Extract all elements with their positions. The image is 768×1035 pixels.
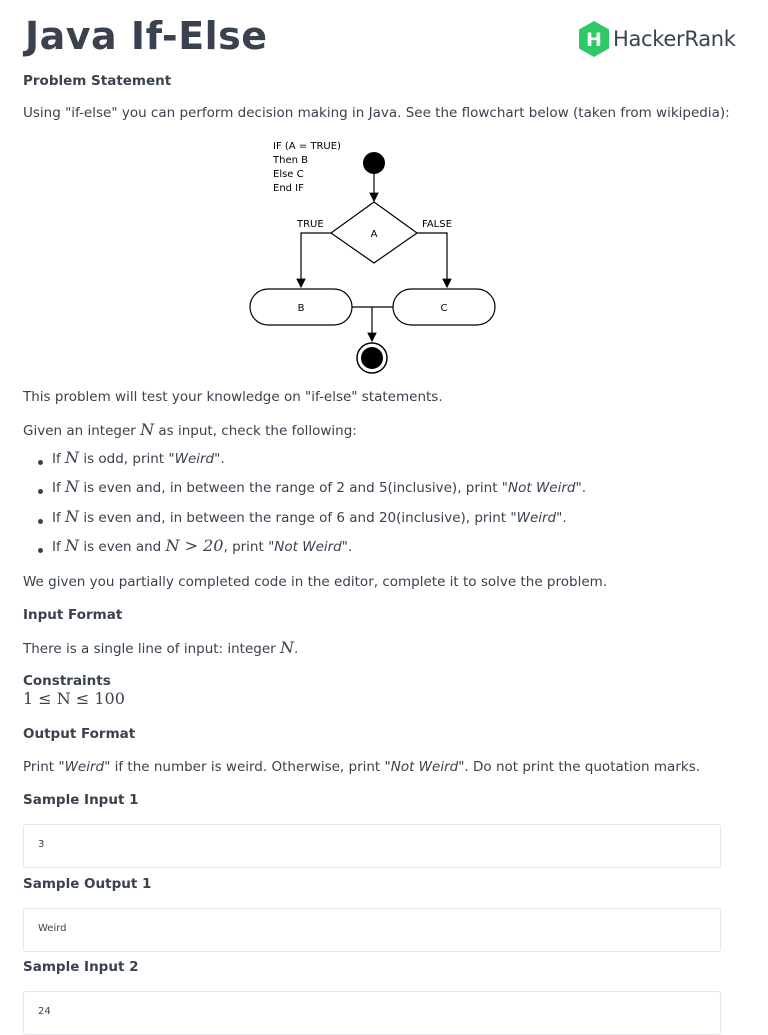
condition-item: If N is even and, in between the range of 6 and 20(inclusive), print "Weird". bbox=[23, 507, 586, 536]
flowchart-code-line: End IF bbox=[273, 183, 304, 194]
flowchart-true-arrow bbox=[301, 233, 331, 287]
sample-input-2-box bbox=[23, 991, 721, 1035]
problem-statement-heading: Problem Statement bbox=[23, 73, 172, 89]
flowchart-box-b-label: B bbox=[297, 303, 305, 314]
intro-text: Using "if-else" you can perform decision making in Java. See the flowchart below (taken from wikipedia): bbox=[23, 105, 730, 121]
flowchart-code-line: Then B bbox=[273, 155, 308, 166]
sample-input-1-heading: Sample Input 1 bbox=[23, 792, 139, 808]
condition-item: If N is even and N > 20, print "Not Weird". bbox=[23, 536, 586, 565]
logo-text: HackerRank bbox=[613, 27, 736, 51]
editor-instruction-text: We given you partially completed code in the editor, complete it to solve the problem. bbox=[23, 574, 608, 590]
input-format-text: There is a single line of input: integer N. bbox=[23, 638, 299, 657]
constraints-expression: 1 ≤ N ≤ 100 bbox=[23, 689, 125, 708]
input-format-heading: Input Format bbox=[23, 607, 123, 623]
sample-output-1-heading: Sample Output 1 bbox=[23, 876, 152, 892]
flowchart-start-node bbox=[363, 152, 385, 174]
sample-input-2-heading: Sample Input 2 bbox=[23, 959, 139, 975]
flowchart-code-line: Else C bbox=[273, 169, 304, 180]
flowchart-true-label: TRUE bbox=[297, 219, 324, 230]
sample-input-1-value: 3 bbox=[38, 839, 45, 850]
sample-output-1-box bbox=[23, 908, 721, 952]
flowchart-box-c-label: C bbox=[440, 303, 448, 314]
flowchart-false-label: FALSE bbox=[422, 219, 452, 230]
test-knowledge-text: This problem will test your knowledge on "if-else" statements. bbox=[23, 389, 443, 405]
output-format-text: Print "Weird" if the number is weird. Otherwise, print "Not Weird". Do not print the quotation marks. bbox=[23, 759, 701, 775]
page-title: Java If-Else bbox=[25, 14, 268, 58]
variable-n: N bbox=[140, 420, 155, 439]
logo-letter: H bbox=[586, 29, 602, 51]
flowchart-code-line: IF (A = TRUE) bbox=[273, 141, 341, 152]
sample-output-1-value: Weird bbox=[38, 923, 67, 934]
sample-input-1-box bbox=[23, 824, 721, 868]
hackerrank-logo[interactable] bbox=[577, 20, 736, 58]
constraints-heading: Constraints bbox=[23, 673, 111, 689]
hackerrank-logo-icon bbox=[577, 20, 611, 58]
flowchart-end-node bbox=[361, 347, 383, 369]
conditions-list bbox=[23, 448, 586, 565]
condition-item: If N is odd, print "Weird". bbox=[23, 448, 586, 477]
flowchart-decision-label: A bbox=[370, 229, 378, 240]
given-integer-text: Given an integer N as input, check the following: bbox=[23, 420, 357, 439]
if-else-flowchart bbox=[245, 135, 505, 380]
output-format-heading: Output Format bbox=[23, 726, 136, 742]
sample-input-2-value: 24 bbox=[38, 1006, 51, 1017]
condition-item: If N is even and, in between the range of 2 and 5(inclusive), print "Not Weird". bbox=[23, 477, 586, 506]
flowchart-false-arrow bbox=[417, 233, 447, 287]
